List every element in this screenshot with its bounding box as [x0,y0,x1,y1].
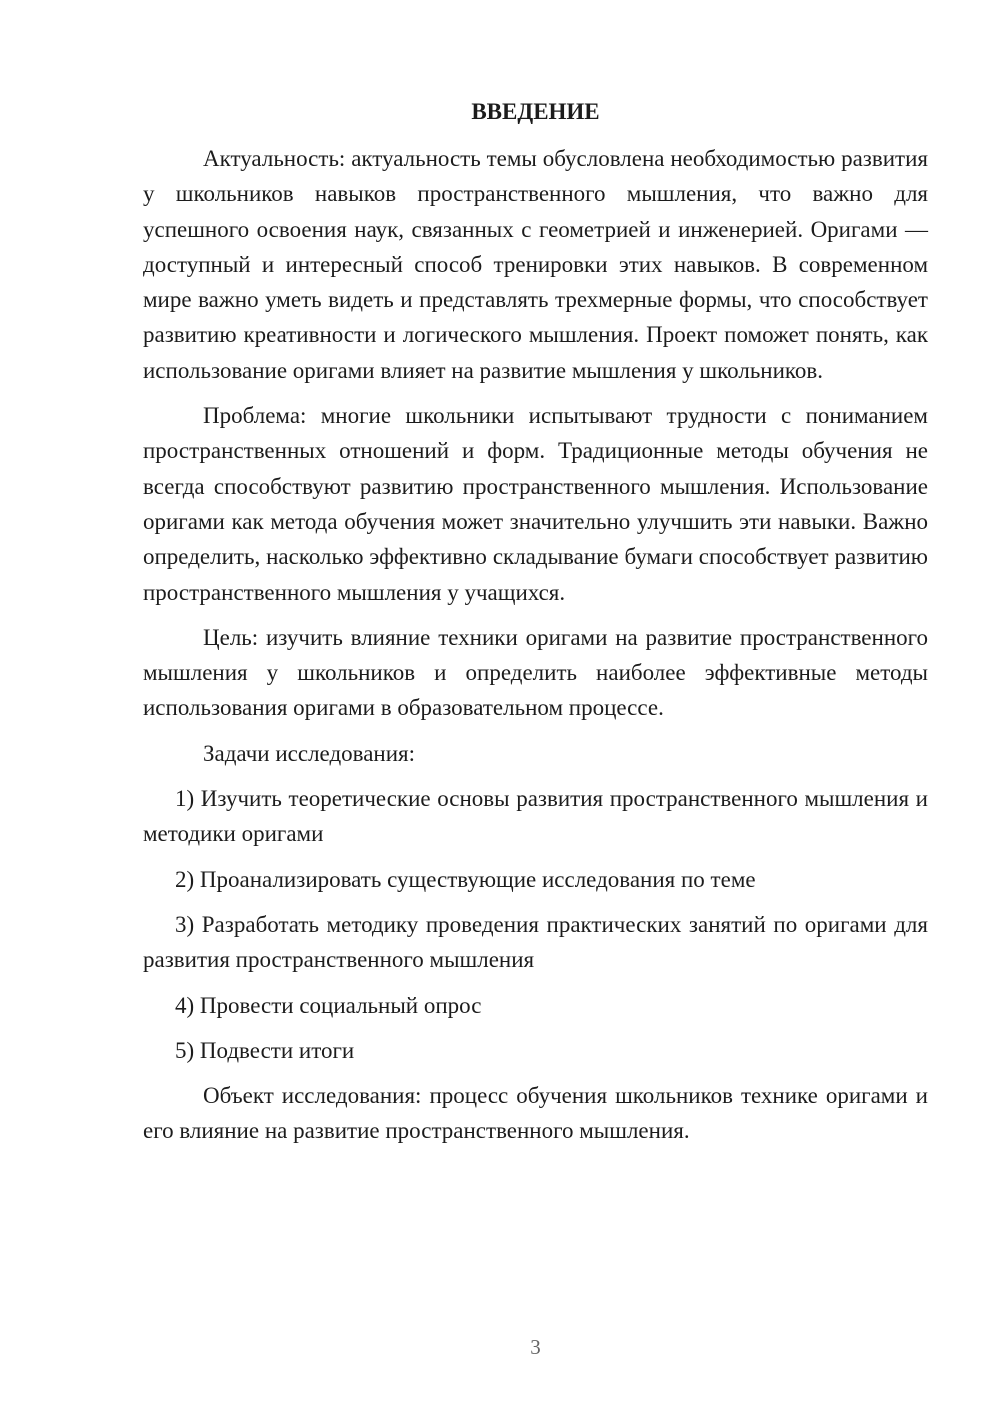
section-body [143,141,928,1159]
task-item: 3) Разработать методику проведения практических занятий по оригами для развития пространственного мышления [143,911,928,973]
problem-paragraph: Проблема: многие школьники испытывают трудности с пониманием пространственных отношений и форм. Традиционные методы обучения не всегда способствуют развитию пространственного мышления. Использование оригами как метода обучения может значительно улучшить эти навыки. Важно определить, насколько эффективно складывание бумаги способствует развитию пространственного мышления у учащихся. [143,403,928,605]
task-item: 2) Проанализировать существующие исследования по теме [175,866,756,892]
section-title: ВВЕДЕНИЕ [471,99,600,124]
goal-paragraph: Цель: изучить влияние техники оригами на развитие пространственного мышления у школьников и определить наиболее эффективные методы использования оригами в образовательном процессе. [143,624,928,721]
tasks-heading: Задачи исследования: [203,740,416,766]
task-item: 5) Подвести итоги [175,1037,355,1063]
research-object-paragraph: Объект исследования: процесс обучения школьников технике оригами и его влияние на развитие пространственного мышления. [143,1083,928,1144]
page-number: 3 [530,1335,541,1359]
relevance-paragraph: Актуальность: актуальность темы обусловлена необходимостью развития у школьников навыков пространственного мышления, что важно для успешного освоения наук, связанных с геометрией и инженерией. Оригами — доступный и интересный способ тренировки этих навыков. В современном мире важно уметь видеть и представлять трехмерные формы, что способствует развитию креативности и логического мышления. Проект поможет понять, как использование оригами влияет на развитие мышления у школьников. [143,146,928,383]
task-item: 1) Изучить теоретические основы развития пространственного мышления и методики оригами [143,786,928,847]
task-item: 4) Провести социальный опрос [175,992,482,1018]
